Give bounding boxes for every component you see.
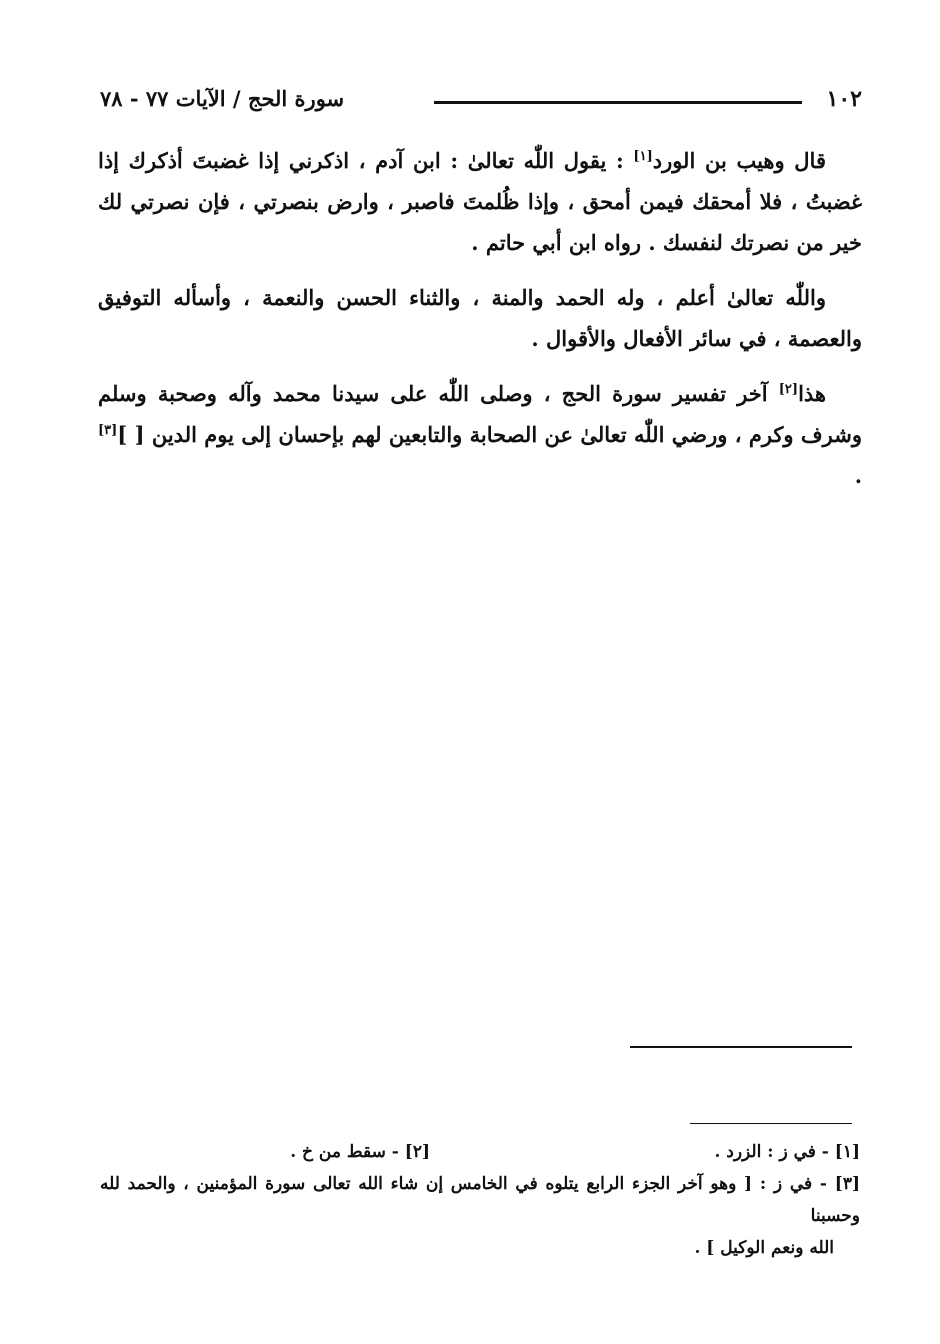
paragraph-1-start: قال وهيب بن الورد: [652, 148, 826, 173]
footnote-divider: [690, 1123, 852, 1124]
main-text: [98, 140, 862, 510]
paragraph-2-text: واللّٰه تعالىٰ أعلم ، وله الحمد والمنة ، والثناء الحسن والنعمة ، وأسأله التوفيق والعصمة ، في سائر الأفعال والأقوال .: [98, 285, 862, 351]
paragraph-1-rest: : يقول اللّٰه تعالىٰ : ابن آدم ، اذكرني إذا غضبتَ أذكرك إذا غضبتُ ، فلا أمحقك فيمن أمحق ، وإذا ظُلمتَ فاصبر ، وارض بنصرتي ، فإن نصرتي لك خير من نصرتك لنفسك . رواه ابن أبي حاتم .: [98, 148, 862, 255]
paragraph-2: [98, 277, 862, 359]
footnote-ref-1: [١]: [633, 149, 653, 164]
footnote-3-continued: الله ونعم الوكيل ] .: [694, 1238, 834, 1258]
footnotes: [100, 1136, 860, 1264]
paragraph-1: [98, 140, 862, 263]
paragraph-3: [98, 373, 862, 496]
page-header: [100, 82, 862, 122]
paragraph-3-end: .: [854, 463, 862, 488]
footnote-ref-3: [٣]: [98, 423, 118, 438]
footnote-1: [١] - في ز : الزرد .: [714, 1142, 860, 1162]
footnote-2: [٢] - سقط من خ .: [290, 1142, 430, 1162]
footnote-ref-2: [٢]: [778, 382, 799, 397]
page-number: ١٠٢: [826, 86, 862, 112]
footnote-row: [100, 1136, 860, 1168]
running-title: سورة الحج / الآيات ٧٧ - ٧٨: [100, 86, 345, 111]
section-divider: [630, 1046, 852, 1048]
footnote-3: [٣] - في ز : [ وهو آخر الجزء الرابع يتلوه في الخامس إن شاء الله تعالى سورة المؤمنين ، والحمد لله وحسبنا: [100, 1174, 860, 1226]
paragraph-3-rest: آخر تفسير سورة الحج ، وصلى اللّٰه على سيدنا محمد وآله وصحبة وسلم وشرف وكرم ، ورضي اللّٰه تعالىٰ عن الصحابة والتابعين لهم بإحسان إلى يوم الدين [ ]: [98, 381, 862, 447]
header-rule: [434, 101, 802, 104]
paragraph-3-start: هذا: [798, 381, 826, 406]
